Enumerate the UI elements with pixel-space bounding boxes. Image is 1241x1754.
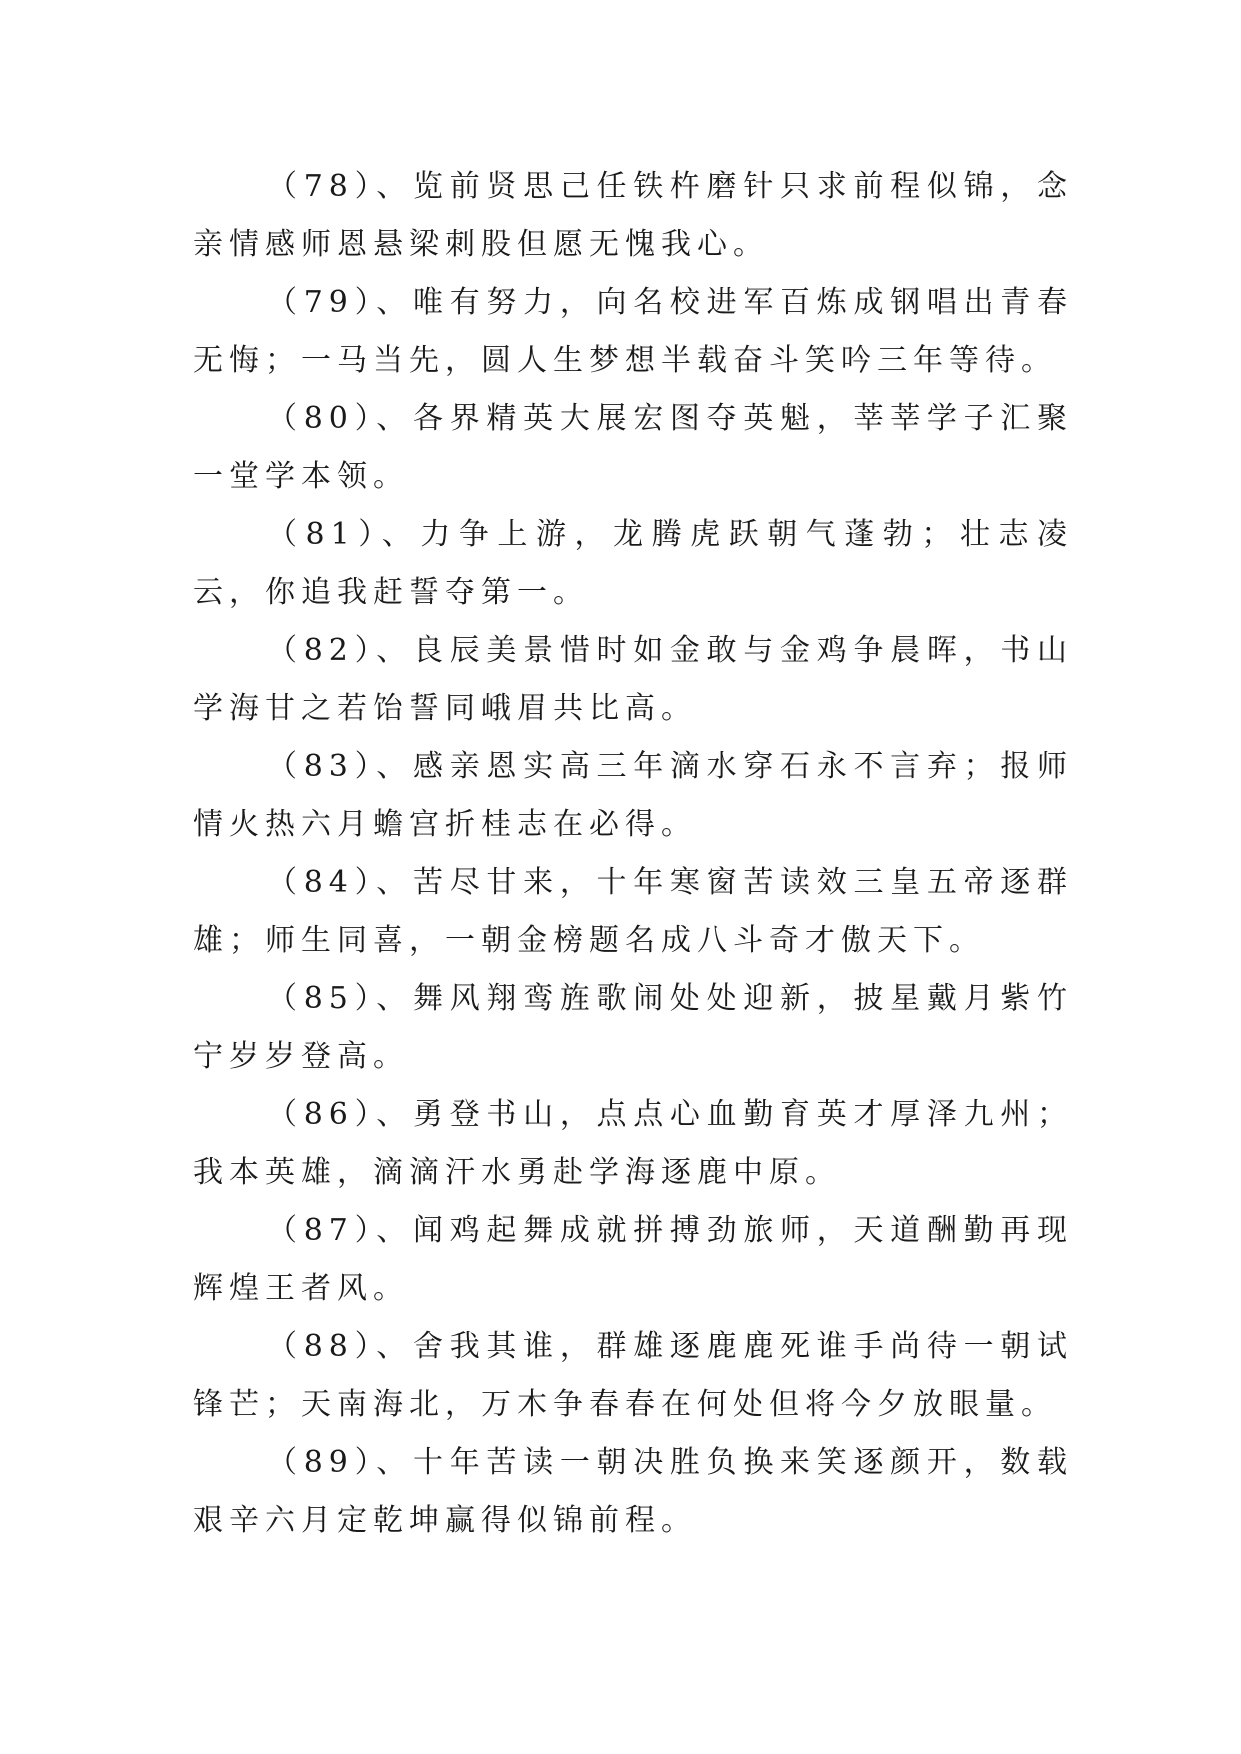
paragraph-85: （85）、舞风翔鸾旌歌闹处处迎新，披星戴月紫竹宁岁岁登高。 (193, 981, 1073, 1074)
paragraph-84: （84）、苦尽甘来，十年寒窗苦读效三皇五帝逐群雄；师生同喜，一朝金榜题名成八斗奇才傲天下。 (193, 865, 1073, 958)
paragraph-87: （87）、闻鸡起舞成就拼搏劲旅师，天道酬勤再现辉煌王者风。 (193, 1213, 1073, 1306)
paragraph-81: （81）、力争上游，龙腾虎跃朝气蓬勃；壮志凌云，你追我赶誓夺第一。 (193, 517, 1073, 610)
paragraph-80: （80）、各界精英大展宏图夺英魁，莘莘学子汇聚一堂学本领。 (193, 401, 1073, 494)
paragraph-83: （83）、感亲恩实高三年滴水穿石永不言弃；报师情火热六月蟾宫折桂志在必得。 (193, 749, 1073, 842)
paragraph-79: （79）、唯有努力，向名校进军百炼成钢唱出青春无悔；一马当先，圆人生梦想半载奋斗笑吟三年等待。 (193, 285, 1073, 378)
paragraph-89: （89）、十年苦读一朝决胜负换来笑逐颜开，数载艰辛六月定乾坤赢得似锦前程。 (193, 1445, 1073, 1538)
paragraph-86: （86）、勇登书山，点点心血勤育英才厚泽九州；我本英雄，滴滴汗水勇赴学海逐鹿中原。 (193, 1097, 1073, 1190)
paragraph-78: （78）、览前贤思己任铁杵磨针只求前程似锦，念亲情感师恩悬梁刺股但愿无愧我心。 (193, 169, 1073, 262)
document-body (193, 158, 1073, 1550)
paragraph-82: （82）、良辰美景惜时如金敢与金鸡争晨晖，书山学海甘之若饴誓同峨眉共比高。 (193, 633, 1073, 726)
paragraph-88: （88）、舍我其谁，群雄逐鹿鹿死谁手尚待一朝试锋芒；天南海北，万木争春春在何处但将今夕放眼量。 (193, 1329, 1073, 1422)
